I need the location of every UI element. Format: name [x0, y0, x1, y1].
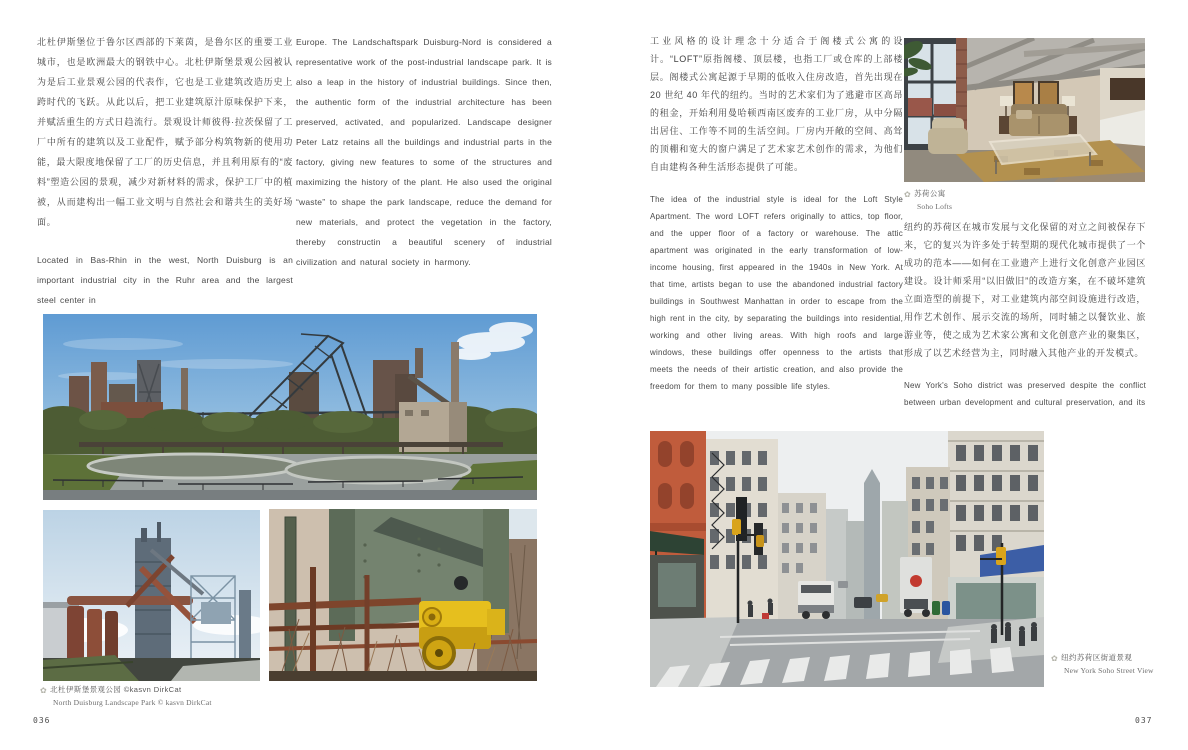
- panorama-illustration: [43, 314, 537, 500]
- left-en-paragraph-2: Europe. The Landschaftspark Duisburg-Nord is considered a representative work of the post-industrial landscape park. It is also a leap in the history of industrial buildings. Since then, the authentic form of the industrial architecture has been preserved, activated, and popularized. Landscape designer Peter Latz retains all the buildings and industrial parts in the factory, giving new features to some of the structures and maximizing the history of the plant. He also used the original “waste” to shape the park landscape, reduce the demand for new materials, and protect the vegetation in the factory, thereby constructin a beautiful scenery of industrial civilization and natural society in harmony.: [296, 37, 552, 267]
- machinery-illustration: [269, 509, 537, 681]
- street-caption-en: New York Soho Street View: [1064, 665, 1154, 675]
- left-caption-cn: 北杜伊斯堡景观公园 ©kasvn DirkCat: [50, 685, 182, 694]
- right-cn-paragraph-2: 纽约的苏荷区在城市发展与文化保留的对立之间被保存下来，它的复兴为许多处于转型期的现代化城市提供了一个成功的范本——如何在工业遗产上进行文化创意产业园区建设。设计师采用“以旧做旧”的改造方案，在不破坏建筑立面造型的前提下，对工业建筑内部空间设施进行改造，用作艺术创作、展示交流的场所，同时辅之以餐饮业、旅游业等，使之成为艺术家公寓和文化创意产业的聚集区，形成了以艺术经营为主，同时融入其他产业的开发模式。: [904, 222, 1146, 358]
- right-cn-paragraph-1: 工业风格的设计理念十分适合于阁楼式公寓的设计。“LOFT”原指阁楼、顶层楼，也指工厂或仓库的上部楼层。阁楼式公寓起源于早期的低收入住房改造，首先出现在 20 世纪 40 年代的纽约。当时的艺术家们为了逃避市区高昂的租金，开始利用曼哈顿西南区废弃的工业厂房，从中分隔出居住、工作等不同的生活空间。厂房内开敞的空间、高耸的顶棚和宽大的窗户满足了艺术家艺术创作的需求，为他们自由建构各种生活形态提供了可能。: [650, 36, 903, 172]
- right-en-paragraph-1: The idea of the industrial style is ideal for the Loft Style Apartment. The word LOFT refers originally to attics, top floor, and the upper floor of a factory or warehouse. The attic apartment was originated in the early transformation of low-income housing, first appeared in the 1940s in New York. At that time, artists began to use the abandoned industrial factory buildings in Southwest Manhattan in order to escape from the high rent in the city, by separating the buildings into residential, working and other living areas. With high roofs and large windows, these buildings offer openness to the artists that meets the needs of their artistic creation, and also provide the freedom for them to many possible life styles.: [650, 195, 903, 391]
- left-en-paragraph-1: Located in Bas-Rhin in the west, North Duisburg is an important industrial city in the Ruhr area and the largest steel center in: [37, 255, 293, 305]
- right-en-paragraph-2: New York's Soho district was preserved despite the conflict between urban development and cultural preservation, and its: [904, 381, 1146, 407]
- right-column-1: [650, 32, 903, 395]
- left-page-number: 036: [33, 716, 51, 725]
- right-page-number: 037: [1135, 716, 1153, 725]
- street-caption: [1051, 652, 1154, 676]
- street-illustration: [650, 431, 1044, 687]
- right-column-2: [904, 218, 1146, 411]
- loft-caption-cn: 苏荷公寓: [914, 189, 946, 198]
- furnace-illustration: [43, 510, 260, 681]
- machinery-photo: [269, 509, 537, 681]
- panorama-photo: [43, 314, 537, 500]
- loft-illustration: [904, 38, 1145, 182]
- fleuron-icon: ✿: [1051, 654, 1059, 663]
- loft-photo: [904, 38, 1145, 182]
- street-caption-cn: 纽约苏荷区街道景观: [1061, 653, 1133, 662]
- left-caption-en: North Duisburg Landscape Park © kasvn DirkCat: [53, 697, 212, 707]
- left-cn-paragraph: 北杜伊斯堡位于鲁尔区西部的下莱茵，是鲁尔区的重要工业城市，也是欧洲最大的钢铁中心。北杜伊斯堡景观公园被认为是后工业景观公园的代表作，它也是工业建筑改造历史上跨时代的飞跃。从此以后，把工业建筑原汁原味保护下来，并赋活重生的方式日趋流行。景观设计师彼得·拉茨保留了工厂中所有的建筑以及工业配件，赋予部分构筑物新的使用功能，最大限度地保留了工厂的历史信息，并且利用原有的“废料”塑造公园的景观，减少对新材料的需求，保护工厂中的植被，从而建构出一幅工业文明与自然社会和谐共生的美好场面。: [37, 37, 293, 227]
- fleuron-icon: ✿: [40, 686, 48, 695]
- left-column-1: [37, 32, 293, 310]
- left-column-2: [296, 32, 552, 272]
- left-photos-caption: [40, 684, 212, 708]
- street-photo: [650, 431, 1044, 687]
- loft-caption: [904, 188, 952, 212]
- furnace-photo: [43, 510, 260, 681]
- fleuron-icon: ✿: [904, 190, 912, 199]
- loft-caption-en: Soho Lofts: [917, 201, 953, 211]
